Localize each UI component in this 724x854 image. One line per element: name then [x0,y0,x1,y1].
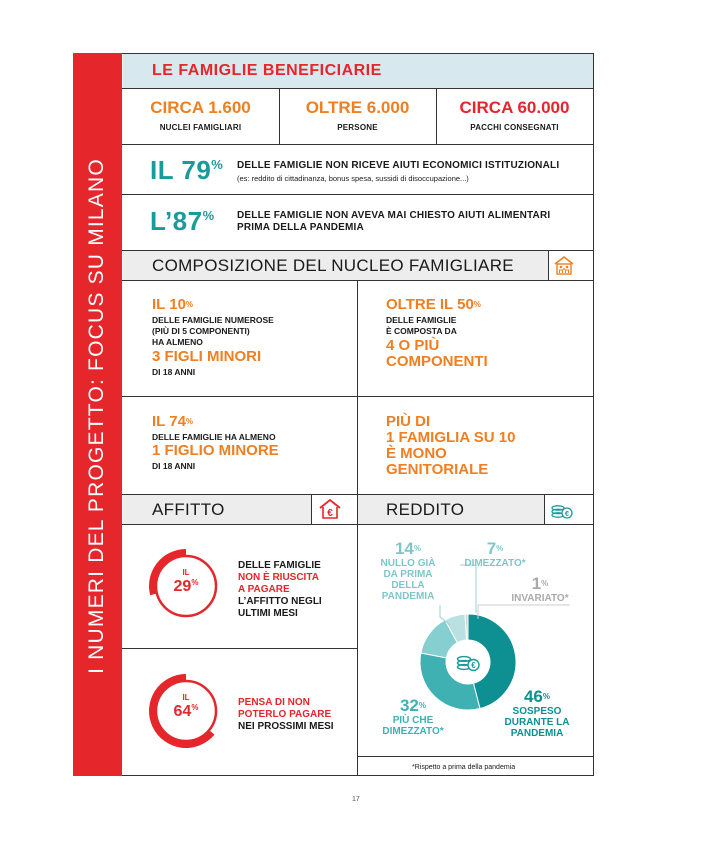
rent-ring-64: IL 64% [148,673,224,754]
composition-cell-74: IL 74% DELLE FAMIGLIE HA ALMENO 1 FIGLIO MINORE DI 18 ANNI [152,413,279,471]
income-label-14: 14% NULLO GIÀ DA PRIMA DELLA PANDEMIA [380,539,436,602]
income-label-7: 7% DIMEZZATO* [464,539,526,569]
fact-line: PRIMA DELLA PANDEMIA [237,222,364,233]
stat-nuclei [123,98,278,132]
fact-sub: (es: reddito di cittadinanza, bonus spesa, sussidi di disoccupazione...) [237,174,469,183]
income-label-46: 46% SOSPESO DURANTE LA PANDEMIA [504,687,570,739]
house-euro-icon [318,498,342,520]
fact-79-value: IL 79% [150,155,224,185]
rent-title: AFFITTO [152,500,225,519]
rent-text-29: DELLE FAMIGLIE NON È RIUSCITA A PAGARE L’AFFITTO NEGLI ULTIMI MESI [238,560,322,619]
svg-text:€: € [327,508,333,519]
svg-text:€: € [471,661,476,670]
composition-cell-mono: PIÙ DI 1 FAMIGLIA SU 10 È MONO GENITORIALE [386,413,516,478]
sidebar-title: I NUMERI DEL PROGETTO: FOCUS SU MILANO [85,158,108,674]
stat-value: CIRCA 60.000 [459,98,570,117]
stat-label: NUCLEI FAMIGLIARI [159,123,242,132]
fact-79-text [237,160,559,183]
header-title: LE FAMIGLIE BENEFICIARIE [152,62,382,79]
page-number: 17 [352,796,360,803]
fact-line: DELLE FAMIGLIE NON AVEVA MAI CHIESTO AIUTI ALIMENTARI [237,210,551,221]
stat-label: PERSONE [337,123,378,132]
rent-ring-29: IL 29% [148,548,224,629]
income-label-32: 32% PIÙ CHE DIMEZZATO* [382,696,444,737]
house-family-icon [552,254,576,276]
fact-line: DELLE FAMIGLIE NON RICEVE AIUTI ECONOMICI ISTITUZIONALI [237,160,560,171]
stat-value: CIRCA 1.600 [150,98,251,117]
coins-icon [550,500,574,520]
svg-text:€: € [565,511,569,518]
stat-label: PACCHI CONSEGNATI [470,123,559,132]
income-label-1: 1% INVARIATO* [511,574,569,604]
rent-text-64: PENSA DI NON POTERLO PAGARE NEI PROSSIMI MESI [238,697,334,732]
income-footnote: *Rispetto a prima della pandemia [412,764,516,771]
fact-87-value: L’87% [150,206,215,236]
composition-cell-10: IL 10% DELLE FAMIGLIE NUMEROSE (PIÙ DI 5 COMPONENTI) HA ALMENO 3 FIGLI MINORI DI 18 ANNI [152,296,274,377]
composition-title: COMPOSIZIONE DEL NUCLEO FAMIGLIARE [152,256,514,275]
stat-persone [280,98,435,132]
composition-cell-50: OLTRE IL 50% DELLE FAMIGLIE È COMPOSTA DA 4 O PIÙ COMPONENTI [386,296,488,370]
stat-pacchi [437,98,592,132]
sidebar-band [73,53,122,776]
stat-value: OLTRE 6.000 [305,98,410,117]
income-title: REDDITO [386,500,465,519]
fact-87-text [237,210,550,233]
